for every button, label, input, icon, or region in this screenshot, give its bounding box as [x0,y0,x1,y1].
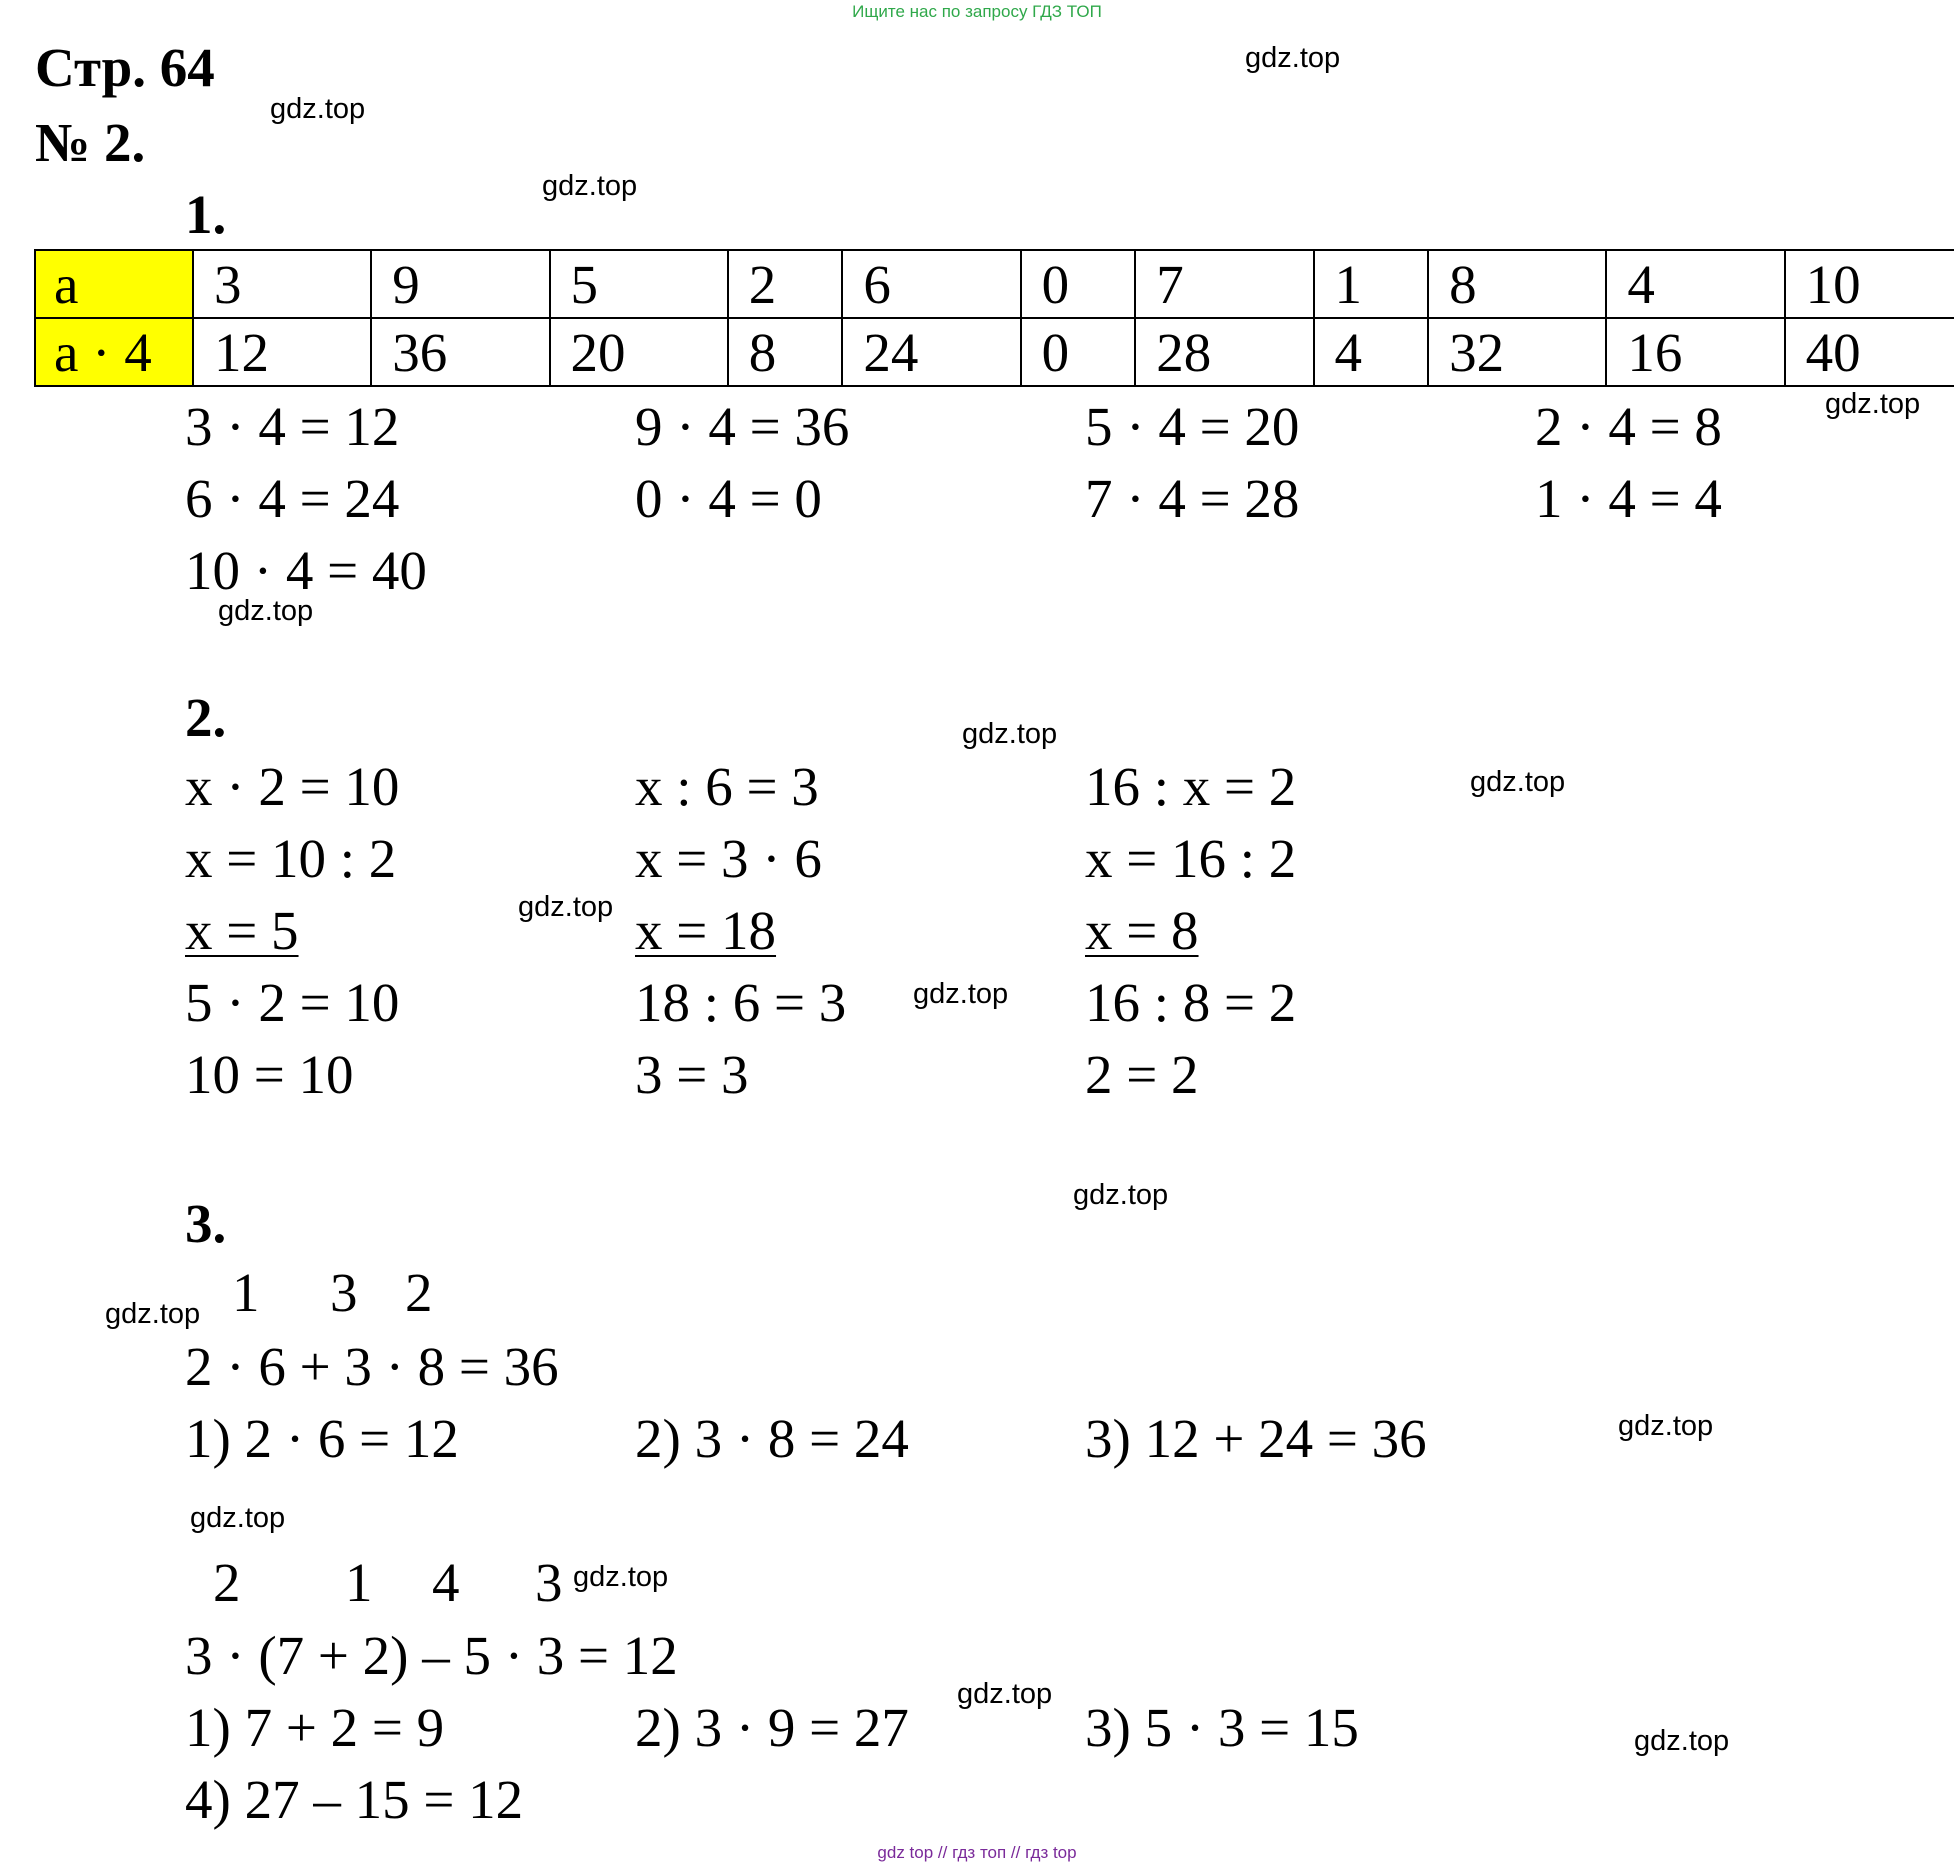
equation: 7 · 4 = 28 [1085,468,1300,529]
equation: x = 10 : 2 [185,828,397,889]
table-cell: 24 [842,318,1020,386]
table-cell: 8 [1428,250,1606,318]
order-mark: 1 [232,1262,260,1323]
table-cell: 4 [1314,318,1429,386]
step: 2) 3 · 8 = 24 [635,1408,909,1469]
table-cell: 6 [842,250,1020,318]
table-row-a4 [35,318,1954,386]
order-mark: 1 [345,1552,373,1613]
bottom-banner: gdz top // гдз топ // гдз top [877,1843,1077,1862]
answer-equation: x = 8 [1085,900,1199,961]
step: 1) 2 · 6 = 12 [185,1408,459,1469]
watermark: gdz.top [1073,1179,1169,1211]
table-cell: 5 [550,250,728,318]
table-cell: 4 [1606,250,1784,318]
order-mark: 2 [405,1262,433,1323]
watermark: gdz.top [105,1298,201,1330]
expression: 2 · 6 + 3 · 8 = 36 [185,1336,559,1397]
order-mark: 4 [432,1552,460,1613]
table-cell: 10 [1785,250,1954,318]
check-equation: 10 = 10 [185,1044,354,1105]
table-cell: 8 [728,318,843,386]
equation: 16 : x = 2 [1085,756,1297,817]
table-cell: 0 [1021,318,1136,386]
check-equation: 18 : 6 = 3 [635,972,847,1033]
equation: 1 · 4 = 4 [1535,468,1722,529]
check-equation: 16 : 8 = 2 [1085,972,1297,1033]
watermark: gdz.top [1825,388,1921,420]
part2-label: 2. [185,687,227,748]
table-cell: 9 [371,250,549,318]
step: 3) 12 + 24 = 36 [1085,1408,1427,1469]
part3-label: 3. [185,1193,227,1254]
check-equation: 2 = 2 [1085,1044,1199,1105]
equation: x · 2 = 10 [185,756,400,817]
page-title: Стр. 64 [35,37,215,98]
table-cell: 16 [1606,318,1784,386]
check-equation: 5 · 2 = 10 [185,972,400,1033]
row-header-a: a [35,250,193,318]
equation: x : 6 = 3 [635,756,819,817]
step: 2) 3 · 9 = 27 [635,1697,909,1758]
table-cell: 0 [1021,250,1136,318]
table-cell: 7 [1135,250,1313,318]
expression: 3 · (7 + 2) – 5 · 3 = 12 [185,1625,678,1686]
order-mark: 2 [213,1552,241,1613]
equation: 10 · 4 = 40 [185,540,427,601]
watermark: gdz.top [1634,1725,1730,1757]
exercise-number: № 2. [35,112,146,173]
answer-equation: x = 18 [635,900,777,961]
table-cell: 32 [1428,318,1606,386]
table-cell: 12 [193,318,371,386]
watermark: gdz.top [190,1502,286,1534]
equation: 2 · 4 = 8 [1535,396,1722,457]
top-banner: Ищите нас по запросу ГДЗ ТОП [852,2,1102,21]
equation: 9 · 4 = 36 [635,396,850,457]
watermark: gdz.top [218,595,314,627]
equation: 6 · 4 = 24 [185,468,400,529]
order-mark: 3 [535,1552,563,1613]
table-cell: 2 [728,250,843,318]
watermark: gdz.top [1245,42,1341,74]
watermark: gdz.top [913,978,1009,1010]
table-cell: 40 [1785,318,1954,386]
equation: 3 · 4 = 12 [185,396,400,457]
equation: 5 · 4 = 20 [1085,396,1300,457]
order-mark: 3 [330,1262,358,1323]
watermark: gdz.top [962,718,1058,750]
answer-equation: x = 5 [185,900,299,961]
table-row-a [35,250,1954,318]
watermark: gdz.top [518,891,614,923]
values-table [34,249,1954,387]
watermark: gdz.top [1470,766,1566,798]
watermark: gdz.top [270,93,366,125]
table-cell: 1 [1314,250,1429,318]
table-cell: 28 [1135,318,1313,386]
part1-label: 1. [185,184,227,245]
equation: 0 · 4 = 0 [635,468,822,529]
table-cell: 20 [550,318,728,386]
step: 4) 27 – 15 = 12 [185,1769,524,1830]
watermark: gdz.top [542,170,638,202]
equation: x = 3 · 6 [635,828,822,889]
table-cell: 36 [371,318,549,386]
equation: x = 16 : 2 [1085,828,1297,889]
watermark: gdz.top [957,1678,1053,1710]
row-header-a4: a · 4 [35,318,193,386]
step: 1) 7 + 2 = 9 [185,1697,445,1758]
step: 3) 5 · 3 = 15 [1085,1697,1359,1758]
check-equation: 3 = 3 [635,1044,749,1105]
table-cell: 3 [193,250,371,318]
watermark: gdz.top [1618,1410,1714,1442]
watermark: gdz.top [573,1561,669,1593]
